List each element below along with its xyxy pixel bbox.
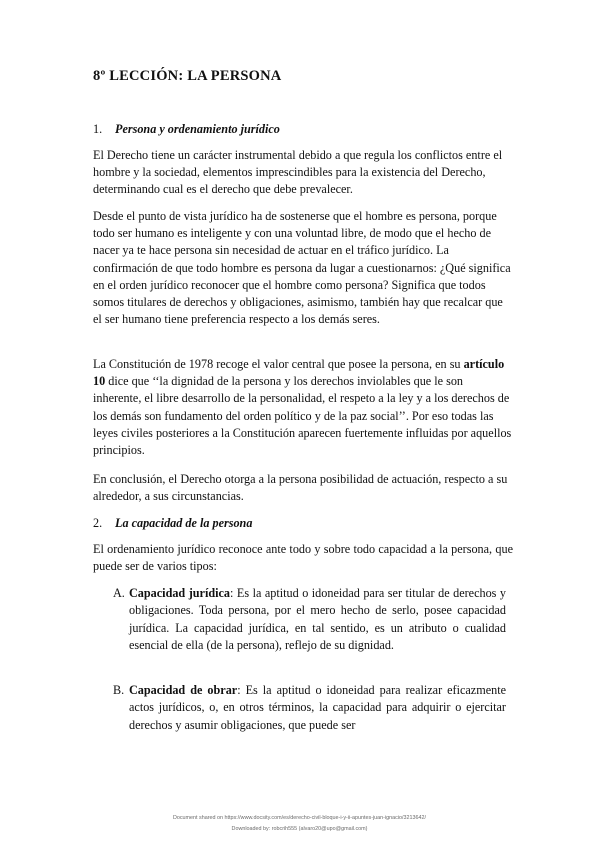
section-1-paragraph-2: Desde el punto de vista jurídico ha de sostenerse que el hombre es persona, porque todo ser humano es inteligente y con una voluntad libre, de modo que el hecho de nacer ya te hace persona sin necesidad de actuar en el tráfico jurídico. La confirmación de que todo hombre es persona da lugar a cuestionarnos: ¿Qué significa en el orden jurídico reconocer que el hombre como persona? Significa que todos somos titulares de derechos y obligaciones, asimismo, también hay que recalcar que el ser humano tiene preferencia respecto a los demás seres. [93,209,511,327]
list-item-text: : Es la aptitud o idoneidad para ser titular de derechos y obligaciones. Toda persona, por el mero hecho de serlo, posee capacidad jurídica. La capacidad jurídica, en tal sentido, es un atributo o cualidad esencial de ella (de la persona), reflejo de su dignidad. [129,586,506,653]
lesson-title: 8º LECCIÓN: LA PERSONA [93,68,282,84]
section-1-paragraph-4: En conclusión, el Derecho otorga a la persona posibilidad de actuación, respecto a su alrededor, a sus circunstancias. [93,472,508,504]
list-item-capacidad-juridica [113,585,506,655]
section-1-paragraph-3 [93,356,513,459]
section-2-title: La capacidad de la persona [115,516,253,530]
section-2-number: 2. [93,516,103,530]
list-item-term: Capacidad jurídica [129,586,231,600]
list-item-capacidad-de-obrar [113,682,506,734]
footer-download-line: Downloaded by: robcrih555 (alvaro20@upo@gmail.com) [231,826,368,832]
paragraph-3-text-b: dice que ‘‘la dignidad de la persona y los derechos inviolables que le son inherente, el libre desarrollo de la personalidad, el respeto a la ley y a los derechos de los demás son fundamento del orden político y de la paz social’’. Por eso todas las leyes civiles posteriores a la Constitución aparecen fuertemente influidas por aquellos principios. [93,374,512,458]
paragraph-3-text-a: La Constitución de 1978 recoge el valor central que posee la persona, en su [93,357,464,371]
section-1-heading [93,122,280,137]
list-item-letter: B. [113,683,125,697]
list-item-letter: A. [113,586,125,600]
section-1-paragraph-1: El Derecho tiene un carácter instrumental debido a que regula los conflictos entre el hombre y la sociedad, elementos imprescindibles para la existencia del Derecho, determinando cual es el derecho que debe prevalecer. [93,148,503,197]
list-item-body [129,585,506,655]
list-item-term: Capacidad de obrar [129,683,238,697]
list-item-text: : Es la aptitud o idoneidad para realizar eficazmente actos jurídicos, o, en otros términos, la capacidad para adquirir o ejercitar derechos y asumir obligaciones, que puede ser [129,683,506,732]
section-1-number: 1. [93,122,103,136]
list-item-body [129,682,506,734]
section-1-title: Persona y ordenamiento jurídico [115,122,280,136]
section-2-heading [93,516,252,531]
section-2-intro: El ordenamiento jurídico reconoce ante todo y sobre todo capacidad a la persona, que puede ser de varios tipos: [93,542,513,574]
footer-share-line: Document shared on https://www.docsity.com/es/derecho-civil-bloque-i-y-ii-apuntes-juan-ignacio/3213642/ [172,815,427,821]
article-reference: artículo 10 [93,357,505,389]
